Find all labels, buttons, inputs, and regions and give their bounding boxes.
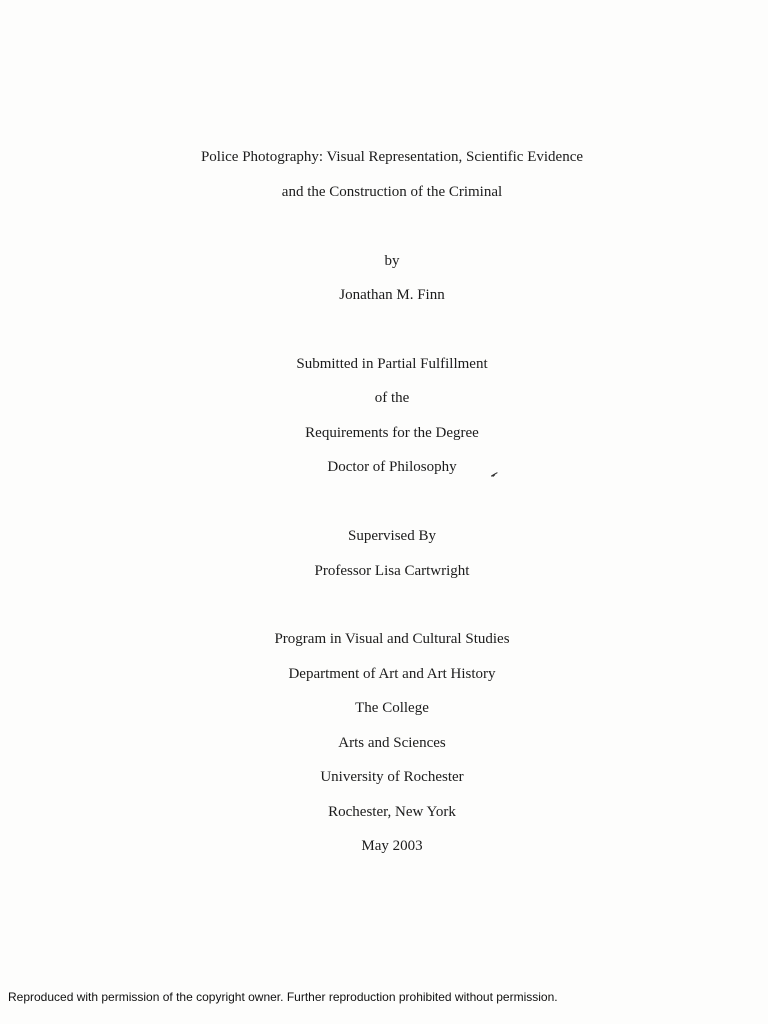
- division-name: Arts and Sciences: [338, 735, 446, 751]
- department-name: Department of Art and Art History: [288, 666, 496, 682]
- scan-speck-mark: [491, 472, 498, 477]
- university-name: University of Rochester: [320, 769, 464, 785]
- by-label: by: [384, 253, 400, 269]
- author-name: Jonathan M. Finn: [339, 287, 445, 303]
- university-location: Rochester, New York: [328, 804, 456, 820]
- submission-line-2: of the: [374, 390, 410, 406]
- submission-line-3: Requirements for the Degree: [305, 425, 479, 441]
- submission-line-1: Submitted in Partial Fulfillment: [296, 356, 488, 372]
- supervised-by-label: Supervised By: [348, 528, 436, 544]
- submission-date: May 2003: [361, 838, 423, 854]
- supervisor-name: Professor Lisa Cartwright: [314, 563, 470, 579]
- thesis-title-line-2: and the Construction of the Criminal: [281, 184, 503, 200]
- program-name: Program in Visual and Cultural Studies: [274, 631, 510, 647]
- college-name: The College: [355, 700, 429, 716]
- degree-name: Doctor of Philosophy: [327, 459, 457, 475]
- thesis-title-line-1: Police Photography: Visual Representation, Scientific Evidence: [200, 149, 584, 165]
- copyright-notice: Reproduced with permission of the copyright owner. Further reproduction prohibited without permission.: [8, 990, 558, 1004]
